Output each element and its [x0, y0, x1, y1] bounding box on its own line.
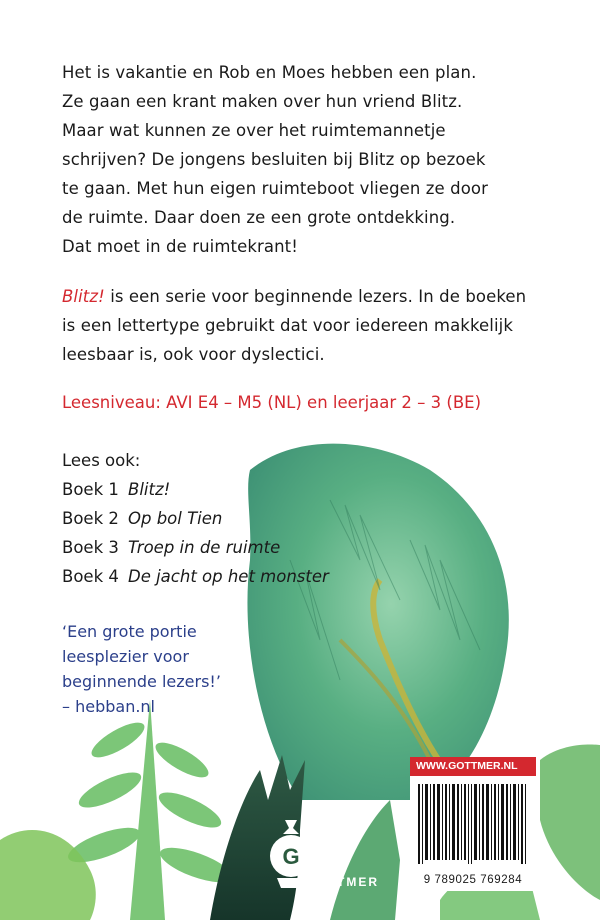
- blurb-line: te gaan. Met hun eigen ruimteboot vliegen ze door: [62, 179, 489, 198]
- book-item: [62, 475, 542, 504]
- description-line: is een lettertype gebruikt dat voor iedereen makkelijk: [62, 316, 513, 335]
- logo-letter: G: [282, 844, 300, 869]
- description-line-rest: is een serie voor beginnende lezers. In de boeken: [104, 287, 527, 306]
- book-number: Boek 3: [62, 538, 119, 557]
- book-item: [62, 562, 542, 591]
- blurb-line: Maar wat kunnen ze over het ruimtemannetje: [62, 121, 446, 140]
- story-blurb: [62, 58, 542, 261]
- isbn-number: 9 789025 769284: [423, 874, 523, 886]
- blurb-line: Ze gaan een krant maken over hun vriend Blitz.: [62, 92, 463, 111]
- read-also-heading: Lees ook:: [62, 451, 141, 470]
- publisher-logo: [263, 818, 403, 898]
- publisher-name: GOTTMER: [305, 875, 379, 889]
- blurb-line: schrijven? De jongens besluiten bij Blitz op bezoek: [62, 150, 486, 169]
- quote-line: beginnende lezers!’: [62, 672, 221, 691]
- book-item: [62, 504, 542, 533]
- quote-line: leesplezier voor: [62, 647, 189, 666]
- blurb-line: Het is vakantie en Rob en Moes hebben een plan.: [62, 63, 477, 82]
- quote-line: ‘Een grote portie: [62, 622, 197, 641]
- publisher-url: WWW.GOTTMER.NL: [410, 757, 536, 776]
- book-number: Boek 1: [62, 480, 119, 499]
- book-number: Boek 2: [62, 509, 119, 528]
- review-quote: [62, 619, 542, 719]
- book-title: Blitz!: [128, 480, 171, 499]
- quote-source: – hebban.nl: [62, 697, 155, 716]
- blurb-line: de ruimte. Daar doen ze een grote ontdekking.: [62, 208, 456, 227]
- book-number: Boek 4: [62, 567, 119, 586]
- series-name: Blitz!: [62, 287, 105, 306]
- series-description: [62, 282, 542, 369]
- read-also-list: [62, 446, 542, 591]
- reading-level: Leesniveau: AVI E4 – M5 (NL) en leerjaar 2 – 3 (BE): [62, 393, 482, 412]
- book-item: [62, 533, 542, 562]
- book-title: Troep in de ruimte: [128, 538, 281, 557]
- back-cover-text: [62, 58, 542, 719]
- blurb-line: Dat moet in de ruimtekrant!: [62, 237, 298, 256]
- description-line: leesbaar is, ook voor dyslectici.: [62, 345, 325, 364]
- description-line: [62, 282, 542, 311]
- book-title: De jacht op het monster: [128, 567, 329, 586]
- barcode-icon: [410, 776, 536, 868]
- barcode-panel: [410, 757, 536, 891]
- book-title: Op bol Tien: [128, 509, 223, 528]
